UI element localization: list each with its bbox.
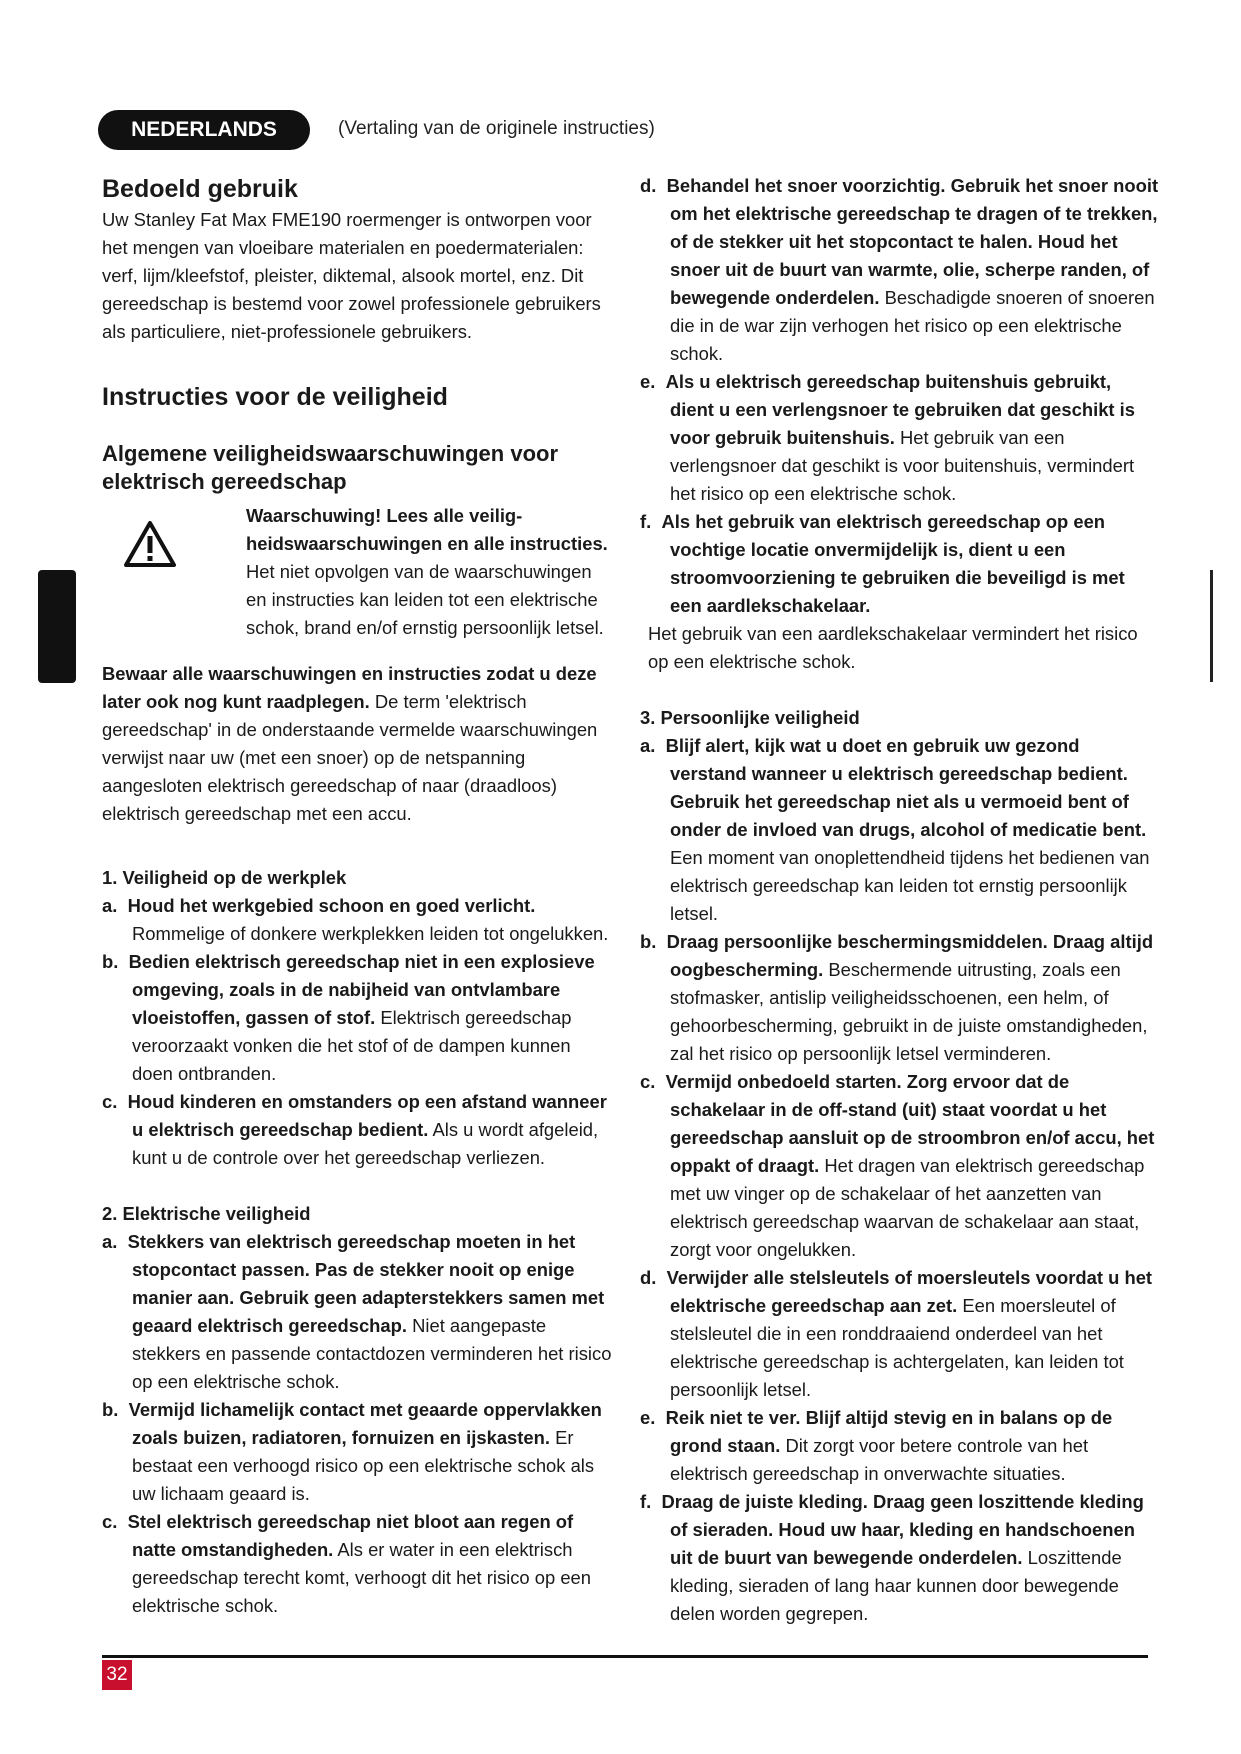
warning-bold-text: Waarschuwing! Lees alle veilig-heidswaarschuwingen en alle instructies.	[246, 505, 608, 554]
list-item: c. Stel elektrisch gereedschap niet bloot aan regen of natte omstandigheden. Als er water in een elektrisch gereedschap terecht komt, verhoogt dit het risico op een elektrische schok.	[102, 1511, 592, 1616]
list-item: d. Verwijder alle stelsleutels of moersleutels voordat u het elektrische gereedschap aan zet. Een moersleutel of stelsleutel die in een ronddraaiend onderdeel van het elektrische gereedschap is achtergelaten, kan leiden tot persoonlijk letsel.	[640, 1267, 1153, 1400]
footer-rule	[102, 1655, 1148, 1658]
general-warnings-title: Algemene veiligheidswaarschuwingen voor elektrisch gereedschap	[102, 441, 559, 494]
list-item: d. Behandel het snoer voorzichtig. Gebruik het snoer nooit om het elektrische gereedschap te dragen of te trekken, of de stekker uit het stopcontact te halen. Houd het snoer uit de buurt van warmte, olie, scherpe randen, of bewegende onderdelen. Beschadigde snoeren of snoeren die in de war zijn verhogen het risico op een elektrische schok.	[640, 175, 1159, 364]
safety-title: Instructies voor de veiligheid	[102, 383, 448, 411]
warning-body-text: Het niet opvolgen van de waarschuwingen en instructies kan leiden tot een elektrische schok, brand en/of ernstig persoonlijk letsel.	[246, 561, 604, 638]
section-2-title: 2. Elektrische veiligheid	[102, 1203, 311, 1224]
right-column	[640, 172, 1160, 1628]
rcd-note: Het gebruik van een aardlekschakelaar vermindert het risico op een elektrische schok.	[648, 623, 1138, 672]
list-item: f. Als het gebruik van elektrisch gereedschap op een vochtige locatie onvermijdelijk is, dient u een stroomvoorziening te gebruiken die beveiligd is met een aardlekschakelaar.	[640, 511, 1125, 616]
keep-instructions-paragraph: Bewaar alle waarschuwingen en instructies zodat u deze later ook nog kunt raadplegen. De term 'elektrisch gereedschap' in de onderstaande vermelde waarschuwingen verwijst naar uw (met een snoer) op de netspanning aangesloten elektrisch gereedschap of naar (draadloos) elektrisch gereedschap met een accu.	[102, 663, 598, 824]
warning-block	[102, 502, 612, 642]
list-item: e. Reik niet te ver. Blijf altijd stevig en in balans op de grond staan. Dit zorgt voor betere controle van het elektrisch gereedschap in onverwachte situaties.	[640, 1407, 1113, 1484]
list-item: e. Als u elektrisch gereedschap buitenshuis gebruikt, dient u een verlengsnoer te gebruiken dat geschikt is voor gebruik buitenshuis. Het gebruik van een verlengsnoer dat geschikt is voor buitenshuis, vermindert het risico op een elektrische schok.	[640, 371, 1136, 504]
language-badge: NEDERLANDS	[98, 110, 310, 150]
section-1-title: 1. Veiligheid op de werkplek	[102, 867, 347, 888]
warning-triangle-icon	[102, 502, 226, 642]
right-margin-rule	[1210, 570, 1213, 682]
list-item: a. Blijf alert, kijk wat u doet en gebruik uw gezond verstand wanneer u elektrisch gereedschap bedient. Gebruik het gereedschap niet als u vermoeid bent of onder de invloed van drugs, alcohol of medicatie bent. Een moment van onoplettendheid tijdens het bedienen van elektrisch gereedschap kan leiden tot ernstig persoonlijk letsel.	[640, 735, 1150, 924]
language-side-tab	[38, 570, 76, 683]
left-column	[102, 172, 612, 1620]
list-item: b. Vermijd lichamelijk contact met geaarde oppervlakken zoals buizen, radiatoren, fornuizen en ijskasten. Er bestaat een verhoogd risico op een elektrische schok als uw lichaam geaard is.	[102, 1399, 602, 1504]
section-3-title: 3. Persoonlijke veiligheid	[640, 707, 860, 728]
intended-use-title: Bedoeld gebruik	[102, 175, 298, 203]
list-item: f. Draag de juiste kleding. Draag geen loszittende kleding of sieraden. Houd uw haar, kleding en handschoenen uit de buurt van bewegende onderdelen. Loszittende kleding, sieraden of lang haar kunnen door bewegende delen worden gegrepen.	[640, 1491, 1144, 1624]
list-item: c. Houd kinderen en omstanders op een afstand wanneer u elektrisch gereedschap bedient. Als u wordt afgeleid, kunt u de controle over het gereedschap verliezen.	[102, 1091, 607, 1168]
list-item: c. Vermijd onbedoeld starten. Zorg ervoor dat de schakelaar in de off-stand (uit) staat voordat u het gereedschap aansluit op de stroombron en/of accu, het oppakt of draagt. Het dragen van elektrisch gereedschap met uw vinger op de schakelaar of het aanzetten van elektrisch gereedschap waarvan de schakelaar aan staat, zorgt voor ongelukken.	[640, 1071, 1155, 1260]
list-item: b. Draag persoonlijke beschermingsmiddelen. Draag altijd oogbescherming. Beschermende uitrusting, zoals een stofmasker, antislip veiligheidsschoenen, een helm, of gehoorbescherming, gebruikt in de juiste omstandigheden, zal het risico op persoonlijk letsel verminderen.	[640, 931, 1154, 1064]
list-item: a. Houd het werkgebied schoon en goed verlicht. Rommelige of donkere werkplekken leiden tot ongelukken.	[102, 895, 609, 944]
intended-use-body: Uw Stanley Fat Max FME190 roermenger is ontworpen voor het mengen van vloeibare materialen en poedermaterialen: verf, lijm/kleefstof, pleister, diktemal, alsook mortel, enz. Dit gereedschap is bestemd voor zowel professionele gebruikers als particuliere, niet-professionele gebruikers.	[102, 209, 601, 342]
page-number: 32	[102, 1660, 132, 1690]
translation-note: (Vertaling van de originele instructies)	[338, 118, 655, 139]
list-item: a. Stekkers van elektrisch gereedschap moeten in het stopcontact passen. Pas de stekker nooit op enige manier aan. Gebruik geen adapterstekkers samen met geaard elektrisch gereedschap. Niet aangepaste stekkers en passende contactdozen verminderen het risico op een elektrische schok.	[102, 1231, 612, 1392]
list-item: b. Bedien elektrisch gereedschap niet in een explosieve omgeving, zoals in de nabijheid van ontvlambare vloeistoffen, gassen of stof. Elektrisch gereedschap veroorzaakt vonken die het stof of de dampen kunnen doen ontbranden.	[102, 951, 595, 1084]
